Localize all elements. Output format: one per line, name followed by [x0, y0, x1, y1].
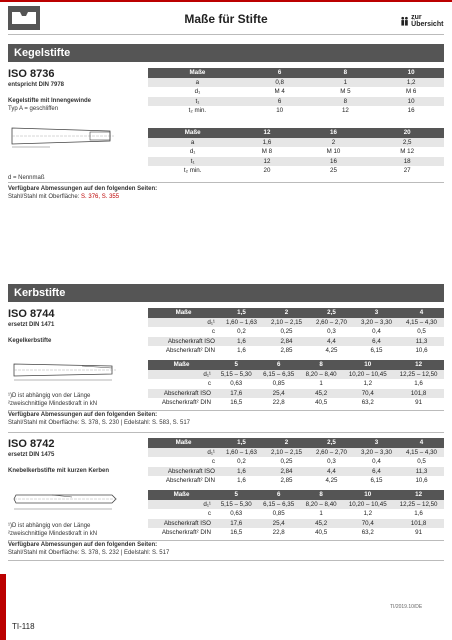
din-note: ersetzt DIN 1471: [8, 322, 55, 328]
availability-links[interactable]: S. 376, S. 355: [81, 194, 120, 200]
table-header: Maße: [148, 308, 219, 318]
table-row: [148, 346, 444, 356]
table-cell: 4,4: [309, 337, 354, 347]
table-cell: 0,3: [327, 458, 336, 466]
page-number: TI-118: [12, 622, 35, 631]
table-cell: 0,4: [372, 328, 381, 336]
divider: [8, 560, 444, 561]
table-cell: 6,15: [370, 347, 383, 355]
table-header: 3: [354, 308, 399, 318]
table-cell: d₁¹: [148, 318, 219, 328]
table-cell: 0,25: [280, 328, 293, 336]
table-cell: 1,60 – 1,63: [219, 448, 264, 458]
footer-code: TI/2019.10/DE: [390, 604, 423, 610]
table-cell: 70,4: [342, 519, 393, 529]
availability-prefix: Stahl/Stahl mit Oberfläche:: [8, 194, 82, 200]
table-cell: 6: [247, 97, 313, 107]
table-header: 10: [378, 68, 444, 78]
back-link-label: zur Übersicht: [411, 14, 444, 28]
availability-text[interactable]: Stahl/Stahl mit Oberfläche: S. 378, S. 232 | Edelstahl: S. 517: [8, 550, 170, 556]
table-row: [148, 519, 444, 529]
table-header: 20: [370, 128, 444, 138]
iso8742-table-2: [148, 490, 444, 538]
table-cell: 0,5: [417, 458, 426, 466]
table-cell: d₁¹: [148, 500, 215, 510]
page-title: Maße für Stifte: [184, 12, 268, 26]
nennmass-note: d = Nennmaß: [8, 175, 45, 181]
section-title: Kegelstifte: [14, 47, 71, 59]
table-cell: c: [211, 328, 215, 336]
table-row: [148, 457, 444, 467]
table-cell: 0,63: [230, 380, 243, 388]
table-cell: 11,3: [399, 467, 444, 477]
table-header: Maße: [148, 490, 215, 500]
table-cell: d₁¹: [148, 448, 219, 458]
iso8742-table-1: [148, 438, 444, 486]
divider: [8, 182, 444, 183]
kegelstift-drawing-icon: [10, 122, 120, 150]
table-cell: c: [207, 510, 211, 518]
table-cell: t₁: [148, 157, 237, 167]
table-cell: 25,4: [257, 389, 299, 399]
table-cell: M 12: [400, 148, 415, 156]
table-cell: 63,2: [361, 399, 374, 407]
table-cell: 1,6: [414, 380, 423, 388]
table-cell: 4,15 – 4,30: [399, 448, 444, 458]
table-row: [148, 106, 444, 116]
table-cell: 18: [370, 157, 444, 167]
table-cell: M 10: [326, 148, 341, 156]
table-header: 6: [257, 360, 299, 370]
table-cell: 2,85: [280, 347, 293, 355]
table-cell: 2,5: [370, 138, 444, 148]
table-header: 4: [399, 438, 444, 448]
table-cell: Abscherkraft² DIN: [165, 347, 215, 355]
table-cell: d₁¹: [148, 370, 215, 380]
table-header: 5: [215, 360, 257, 370]
table-cell: 25,4: [257, 519, 299, 529]
table-row: [148, 78, 444, 88]
table-cell: Abscherkraft ISO: [148, 467, 219, 477]
table-cell: 4,15 – 4,30: [399, 318, 444, 328]
footnote-1: ¹)D ist abhängig von der Länge: [8, 523, 91, 529]
table-cell: 5,15 – 5,30: [215, 500, 257, 510]
footnote-2: ²zweischnittige Mindestkraft in kN: [8, 531, 98, 537]
table-cell: 0,63: [230, 510, 243, 518]
divider: [8, 410, 444, 411]
table-cell: 1,6: [237, 138, 296, 148]
table-cell: d₁: [194, 88, 201, 96]
top-accent-line: [0, 0, 452, 2]
table-cell: 45,2: [300, 389, 342, 399]
product-type: Typ A = geschliffen: [8, 106, 59, 112]
back-to-overview-link[interactable]: [400, 14, 452, 28]
table-row: [148, 500, 444, 510]
table-row: [148, 509, 444, 519]
table-cell: 22,8: [272, 399, 285, 407]
table-cell: M 5: [340, 88, 351, 96]
table-row: [148, 147, 444, 157]
table-header: 16: [297, 128, 371, 138]
table-cell: t₂ min.: [183, 167, 202, 175]
table-cell: 1,2: [363, 380, 373, 388]
iso-8744-heading: ISO 8744: [8, 308, 55, 320]
table-cell: 101,8: [393, 519, 444, 529]
availability-text[interactable]: Stahl/Stahl mit Oberfläche: S. 378, S. 230 | Edelstahl: S. 583, S. 517: [8, 420, 190, 426]
table-row: [148, 467, 444, 477]
table-cell: 0,4: [372, 458, 381, 466]
section-kegelstifte: [8, 44, 444, 62]
table-cell: 1,60 – 1,63: [219, 318, 264, 328]
table-cell: 17,6: [215, 519, 257, 529]
table-cell: 6,4: [354, 337, 399, 347]
table-cell: 0,3: [327, 328, 336, 336]
table-cell: 4,25: [325, 347, 338, 355]
iso8744-table-1: [148, 308, 444, 356]
iso-8736-heading: ISO 8736: [8, 68, 55, 80]
table-header: 2,5: [309, 308, 354, 318]
table-row: [148, 398, 444, 408]
table-header: 8: [300, 360, 342, 370]
table-header: 3: [354, 438, 399, 448]
table-cell: 6,15 – 6,35: [257, 370, 299, 380]
table-cell: d₁: [189, 148, 196, 156]
table-cell: 4,25: [325, 477, 338, 485]
table-header-row: [148, 438, 444, 448]
table-cell: 2,10 – 2,15: [264, 318, 309, 328]
table-cell: c: [211, 458, 215, 466]
table-cell: Abscherkraft ISO: [148, 389, 215, 399]
table-header-row: [148, 308, 444, 318]
table-cell: M 6: [405, 88, 417, 96]
table-cell: 63,2: [361, 529, 374, 537]
table-cell: t₂ min.: [188, 107, 207, 115]
table-row: [148, 87, 444, 97]
table-cell: 2,84: [264, 467, 309, 477]
table-cell: 4,4: [309, 467, 354, 477]
table-row: [148, 327, 444, 337]
table-cell: Abscherkraft ISO: [148, 337, 219, 347]
people-icon: [400, 16, 409, 26]
iso-8742-heading: ISO 8742: [8, 438, 55, 450]
table-cell: 16: [297, 157, 371, 167]
footnote-2: ²zweischnittige Mindestkraft in kN: [8, 401, 98, 407]
table-cell: Abscherkraft² DIN: [165, 477, 215, 485]
table-cell: 1,6: [414, 510, 423, 518]
table-cell: 10,20 – 10,45: [342, 500, 393, 510]
table-header: 2: [264, 438, 309, 448]
section-title: Kerbstifte: [14, 287, 66, 299]
table-header: 6: [257, 490, 299, 500]
table-row: [148, 379, 444, 389]
table-row: [148, 389, 444, 399]
table-header: Maße: [148, 360, 215, 370]
table-cell: Abscherkraft ISO: [148, 519, 215, 529]
table-cell: 0,2: [237, 328, 246, 336]
table-header: 2: [264, 308, 309, 318]
table-cell: 20: [263, 167, 271, 175]
table-cell: 0,2: [237, 458, 246, 466]
table-header: 2,5: [309, 438, 354, 448]
table-header: 8: [313, 68, 379, 78]
knebelkerbstift-drawing-icon: [12, 486, 122, 512]
table-row: [148, 166, 444, 176]
table-cell: 10,6: [415, 347, 428, 355]
table-cell: 101,8: [393, 389, 444, 399]
table-cell: 11,3: [399, 337, 444, 347]
table-cell: 17,6: [215, 389, 257, 399]
table-cell: 22,8: [272, 529, 285, 537]
footnote-1: ¹)D ist abhängig von der Länge: [8, 393, 91, 399]
table-cell: 0,5: [417, 328, 426, 336]
table-cell: 0,85: [272, 510, 285, 518]
table-cell: 12,25 – 12,50: [393, 370, 444, 380]
table-header: 8: [300, 490, 342, 500]
table-header: 12: [237, 128, 296, 138]
table-cell: Abscherkraft² DIN: [161, 529, 211, 537]
table-cell: t₁: [148, 97, 247, 107]
table-cell: 2,10 – 2,15: [264, 448, 309, 458]
table-row: [148, 476, 444, 486]
table-row: [148, 337, 444, 347]
table-header: 6: [247, 68, 313, 78]
table-cell: 25: [330, 167, 337, 175]
table-cell: 2,60 – 2,70: [309, 318, 354, 328]
table-cell: 1: [319, 510, 323, 518]
table-cell: 91: [415, 529, 423, 537]
table-header: Maße: [148, 438, 219, 448]
table-row: [148, 448, 444, 458]
table-cell: 70,4: [342, 389, 393, 399]
din-note: ersetzt DIN 1475: [8, 452, 55, 458]
table-cell: 10,6: [415, 477, 428, 485]
table-cell: 6,15: [370, 477, 383, 485]
kegelstifte-table-1: [148, 68, 444, 116]
table-header: 10: [342, 490, 393, 500]
product-desc: Knebelkerbstifte mit kurzen Kerben: [8, 468, 110, 474]
table-cell: Abscherkraft² DIN: [161, 399, 211, 407]
table-cell: 10,20 – 10,45: [342, 370, 393, 380]
availability-label: Verfügbare Abmessungen auf den folgenden Seiten:: [8, 186, 158, 192]
table-header: 12: [393, 360, 444, 370]
table-cell: 3,20 – 3,30: [354, 448, 399, 458]
table-cell: 1: [319, 380, 323, 388]
table-header-row: [148, 360, 444, 370]
availability-text: [8, 193, 119, 201]
table-cell: 0,85: [272, 380, 285, 388]
table-cell: 16,5: [230, 529, 243, 537]
table-header-row: [148, 68, 444, 78]
din-note: entspricht DIN 7978: [8, 82, 65, 88]
table-cell: 12,25 – 12,50: [393, 500, 444, 510]
table-cell: 8: [313, 97, 379, 107]
header-divider: [8, 34, 444, 35]
table-cell: 3,20 – 3,30: [354, 318, 399, 328]
table-cell: 1,2: [378, 78, 444, 88]
table-cell: 8,20 – 8,40: [300, 500, 342, 510]
table-cell: a: [148, 78, 247, 88]
table-header: 5: [215, 490, 257, 500]
kegelstifte-table-2: [148, 128, 444, 176]
availability-label: Verfügbare Abmessungen auf den folgenden Seiten:: [8, 542, 158, 548]
page-edge-accent: [0, 574, 6, 640]
table-cell: 1,6: [237, 347, 246, 355]
kegelkerbstift-drawing-icon: [12, 356, 122, 382]
table-cell: 16,5: [230, 399, 243, 407]
table-cell: M 8: [261, 148, 273, 156]
availability-label: Verfügbare Abmessungen auf den folgenden Seiten:: [8, 412, 158, 418]
table-row: [148, 157, 444, 167]
product-desc: Kegelstifte mit Innengewinde: [8, 98, 92, 104]
table-cell: 8,20 – 8,40: [300, 370, 342, 380]
table-cell: 16: [407, 107, 415, 115]
table-row: [148, 97, 444, 107]
table-row: [148, 318, 444, 328]
product-desc: Kegelkerbstifte: [8, 338, 52, 344]
divider: [8, 540, 444, 541]
table-cell: 1,6: [219, 467, 264, 477]
table-header: 12: [393, 490, 444, 500]
table-cell: 6,4: [354, 467, 399, 477]
table-cell: 1: [313, 78, 379, 88]
table-header: Maße: [148, 68, 247, 78]
table-cell: 2,60 – 2,70: [309, 448, 354, 458]
table-cell: 12: [341, 107, 349, 115]
table-cell: 1,6: [237, 477, 246, 485]
table-header-row: [148, 128, 444, 138]
table-header: 4: [399, 308, 444, 318]
table-cell: 10: [378, 97, 444, 107]
table-cell: 91: [415, 399, 423, 407]
table-cell: 6,15 – 6,35: [257, 500, 299, 510]
table-header-row: [148, 490, 444, 500]
table-cell: 45,2: [300, 519, 342, 529]
table-cell: a: [148, 138, 237, 148]
table-row: [148, 370, 444, 380]
table-cell: 1,6: [219, 337, 264, 347]
table-cell: 40,5: [315, 399, 328, 407]
table-row: [148, 528, 444, 538]
table-cell: 2,84: [264, 337, 309, 347]
table-cell: 0,8: [247, 78, 313, 88]
table-row: [148, 138, 444, 148]
divider: [8, 432, 444, 433]
table-cell: 0,25: [280, 458, 293, 466]
table-header: 1,5: [219, 308, 264, 318]
table-cell: 40,5: [315, 529, 328, 537]
table-cell: c: [207, 380, 211, 388]
table-cell: 5,15 – 5,30: [215, 370, 257, 380]
table-header: 10: [342, 360, 393, 370]
table-cell: 1,2: [363, 510, 373, 518]
table-cell: M 4: [274, 88, 285, 96]
table-cell: 12: [237, 157, 296, 167]
table-cell: 27: [403, 167, 411, 175]
table-cell: 10: [276, 107, 284, 115]
table-header: Maße: [148, 128, 237, 138]
table-cell: 2: [297, 138, 371, 148]
table-header: 1,5: [219, 438, 264, 448]
table-cell: 2,85: [280, 477, 293, 485]
iso8744-table-2: [148, 360, 444, 408]
section-kerbstifte: [8, 284, 444, 302]
